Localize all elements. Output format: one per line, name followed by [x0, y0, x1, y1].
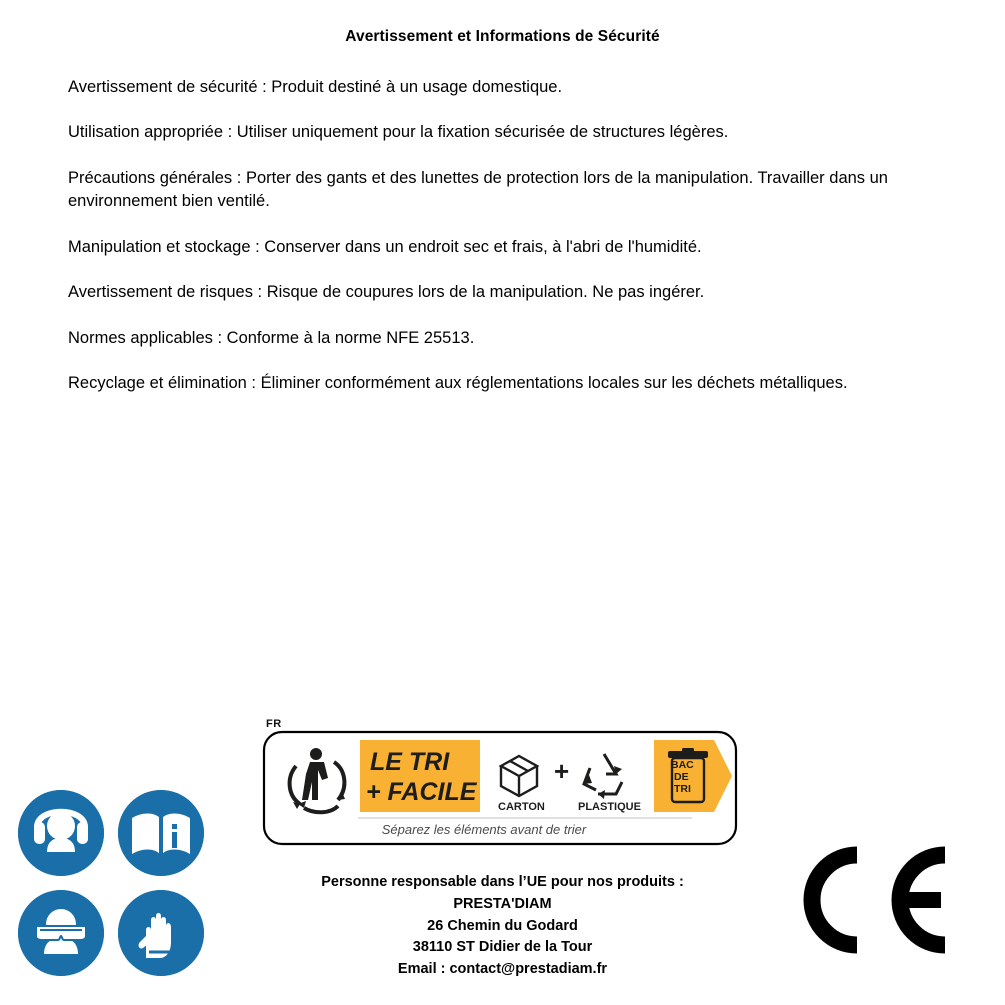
footer-street: 26 Chemin du Godard	[427, 917, 578, 934]
paragraph-recycling-disposal: Recyclage et élimination : Éliminer conformément aux réglementations locales sur les déchets métalliques.	[68, 373, 848, 392]
svg-text:LE TRI: LE TRI	[370, 748, 450, 776]
svg-text:DE: DE	[674, 771, 689, 783]
footer-email: Email : contact@prestadiam.fr	[397, 961, 608, 977]
safety-information-text	[68, 76, 943, 395]
svg-text:+ FACILE: + FACILE	[366, 778, 477, 806]
svg-text:Séparez les éléments avant de: Séparez les éléments avant de trier	[381, 822, 587, 837]
ear-protection-icon	[18, 790, 104, 876]
footer-responsible-line	[0, 872, 1005, 894]
paragraph-applicable-standards: Normes applicables : Conforme à la norme NFE 25513.	[68, 328, 475, 347]
footer-responsible-strong: UE	[526, 874, 547, 890]
footer-responsible-person	[0, 872, 1005, 981]
svg-text:TRI: TRI	[674, 783, 691, 795]
page-title: Avertissement et Informations de Sécurité	[345, 28, 660, 45]
paragraph-safety-warning: Avertissement de sécurité : Produit destiné à un usage domestique.	[68, 78, 563, 96]
read-manual-icon	[118, 790, 204, 876]
paragraph-handling-storage: Manipulation et stockage : Conserver dans un endroit sec et frais, à l'abri de l'humidité.	[68, 237, 702, 256]
footer-city: 38110 ST Didier de la Tour	[412, 939, 593, 956]
recycling-sorting-banner	[262, 718, 740, 848]
paragraph-appropriate-use: Utilisation appropriée : Utiliser uniquement pour la fixation sécurisée de structures légères.	[68, 123, 729, 142]
paragraph-general-precautions: Précautions générales : Porter des gants et des lunettes de protection lors de la manipulation. Travailler dans un environnement bien ventilé.	[68, 168, 888, 211]
paragraph-risk-warning: Avertissement de risques : Risque de coupures lors de la manipulation. Ne pas ingérer.	[68, 283, 705, 302]
svg-text:+: +	[554, 756, 570, 786]
svg-text:CARTON: CARTON	[498, 801, 545, 813]
footer-responsible-prefix: Personne responsable dans l’	[321, 874, 527, 890]
banner-locale-label: FR	[266, 718, 282, 730]
footer-responsible-suffix: pour nos produits :	[546, 874, 684, 890]
svg-text:BAC: BAC	[671, 759, 694, 771]
svg-text:PLASTIQUE: PLASTIQUE	[578, 801, 641, 813]
footer-company-name: PRESTA'DIAM	[453, 895, 552, 912]
